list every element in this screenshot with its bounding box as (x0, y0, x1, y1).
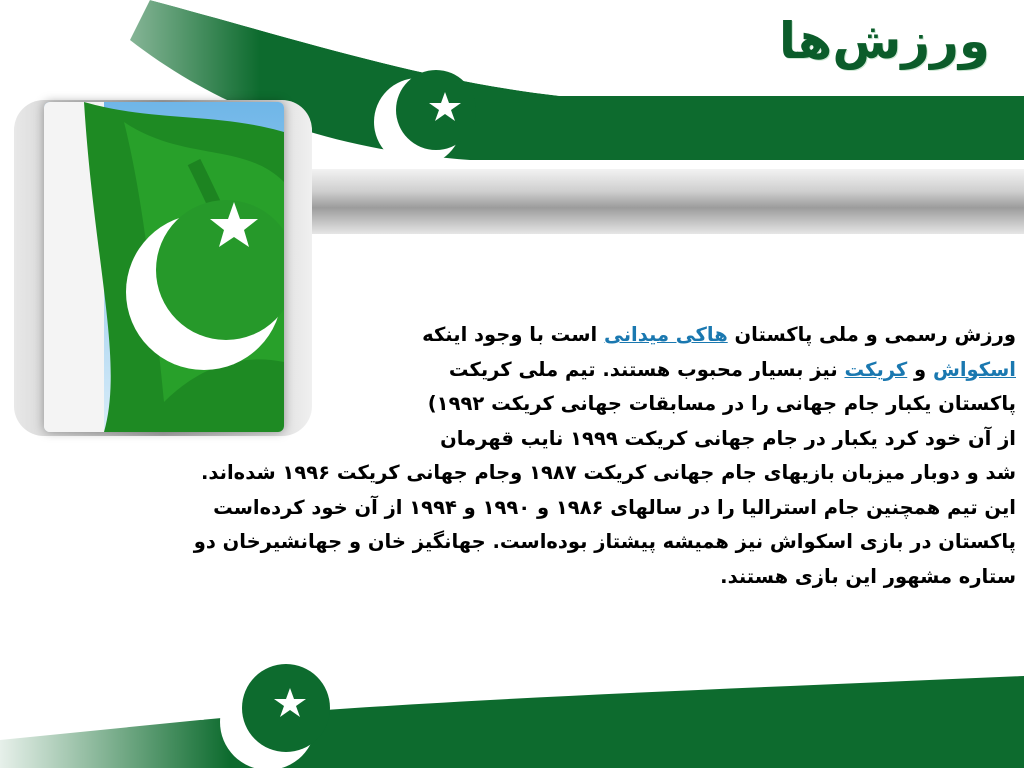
footer-line-2: شركت مخابرات خراسان رضوي (50, 707, 220, 720)
text-line (6, 353, 1016, 388)
footer-line-1: روابط عمومي وامور بين الملل (51, 690, 219, 703)
footer-credit (40, 688, 230, 722)
text-segment: ورزش رسمی و ملی پاکستان (734, 323, 1016, 346)
cricket-link[interactable]: کریکت (844, 357, 908, 381)
text-segment: و (914, 357, 927, 381)
text-line: ستاره مشهور این بازی هستند. (720, 564, 1016, 588)
text-line: این تیم همچنین جام استرالیا را در سالهای ۱۹۸۶ و ۱۹۹۰ و ۱۹۹۴ از آن خود کرده‌است (213, 495, 1016, 519)
body-paragraph (6, 318, 1016, 594)
text-line: پاکستان یکبار جام جهانی را در مسابقات جهانی کریکت ۱۹۹۲) (427, 392, 1016, 415)
text-segment: نیز بسیار محبوب هستند. تیم ملی کریکت (448, 357, 838, 381)
silver-bar (300, 168, 1024, 234)
text-line (6, 318, 1016, 353)
text-line: پاکستان در بازی اسکواش نیز همیشه پیشتاز بوده‌است. جهانگیز خان و جهانشیرخان دو (193, 530, 1016, 553)
text-line: شد و دوبار میزبان بازیهای جام جهانی کریکت ۱۹۸۷ وجام جهانی کریکت ۱۹۹۶ شده‌اند. (201, 461, 1016, 484)
text-segment: است با وجود اینکه (422, 323, 598, 346)
text-line: از آن خود کرد یکبار در جام جهانی کریکت ۱۹۹۹ نایب قهرمان (440, 426, 1016, 450)
slide-title: ورزش‌ها (778, 12, 990, 70)
squash-link[interactable]: اسکواش (932, 357, 1016, 381)
field-hockey-link[interactable]: هاکی میدانی (603, 323, 728, 346)
